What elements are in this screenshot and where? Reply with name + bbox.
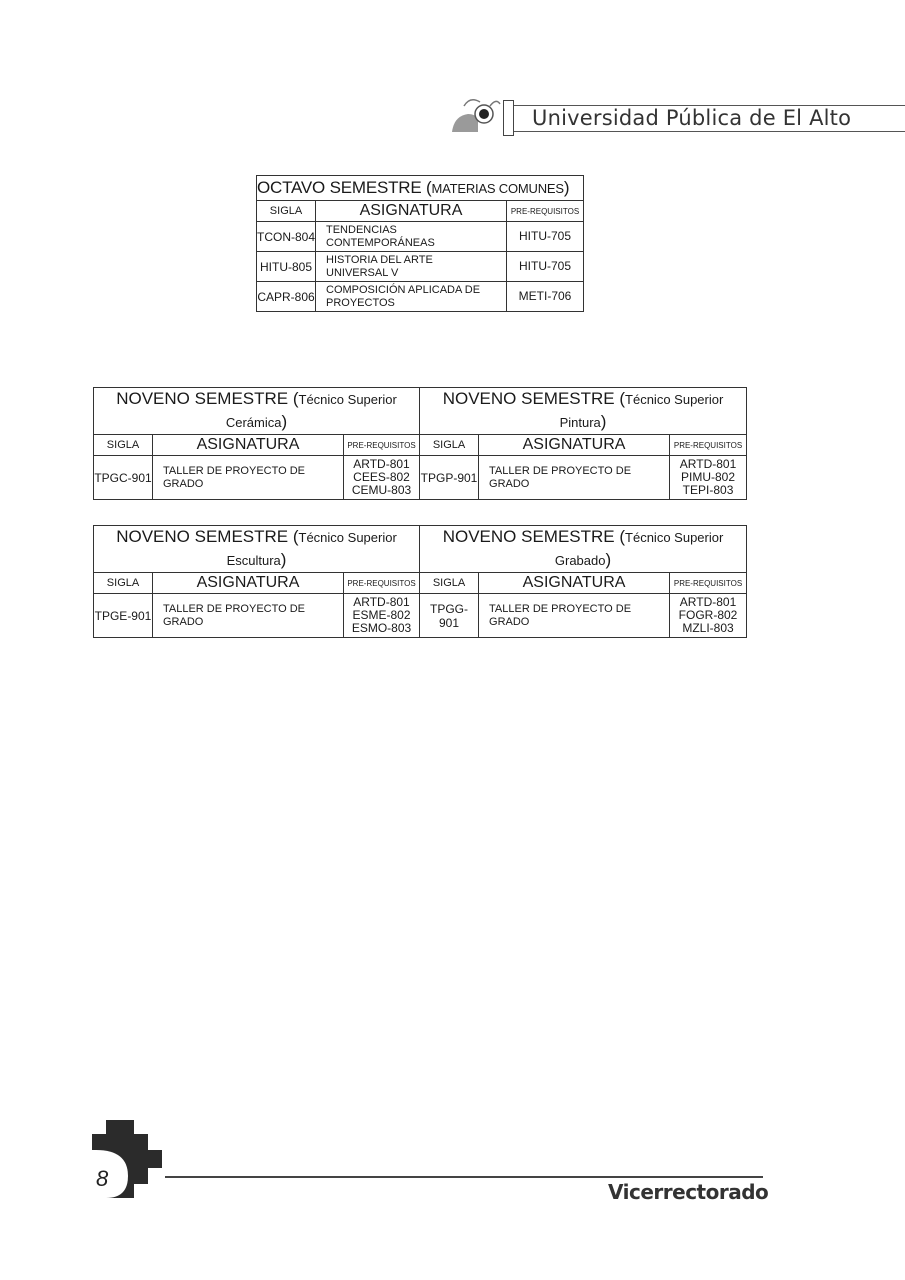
col-asignatura: ASIGNATURA <box>153 435 344 456</box>
octavo-title: OCTAVO SEMESTRE (MATERIAS COMUNES) <box>257 176 584 201</box>
table-row: CAPR-806 COMPOSICIÓN APLICADA DE PROYECTOS METI-706 <box>257 282 584 312</box>
header-rule-bottom <box>512 131 905 132</box>
col-sigla: SIGLA <box>257 201 316 222</box>
noveno-title-escultura: NOVENO SEMESTRE (Técnico Superior Escultura) <box>94 526 420 573</box>
footer-rule <box>165 1176 763 1178</box>
noveno-title-grabado: NOVENO SEMESTRE (Técnico Superior Grabado) <box>420 526 747 573</box>
col-prereq: PRE-REQUISITOS <box>507 201 584 222</box>
col-prereq: PRE-REQUISITOS <box>344 573 420 594</box>
col-prereq: PRE-REQUISITOS <box>344 435 420 456</box>
octavo-table <box>256 175 584 312</box>
table-row: TPGC-901 TALLER DE PROYECTO DE GRADO ARTD-801 CEES-802 CEMU-803 TPGP-901 TALLER DE PROYECTO DE GRADO ARTD-801 PIMU-802 TEPI-803 <box>94 456 747 500</box>
col-prereq: PRE-REQUISITOS <box>670 573 747 594</box>
page-corner-ornament-icon <box>82 1120 164 1200</box>
header-title: Universidad Pública de El Alto <box>532 106 852 130</box>
university-logo-icon <box>450 94 506 134</box>
table-row: TCON-804 TENDENCIAS CONTEMPORÁNEAS HITU-705 <box>257 222 584 252</box>
col-prereq: PRE-REQUISITOS <box>670 435 747 456</box>
page-number: 8 <box>96 1166 109 1191</box>
noveno-title-ceramica: NOVENO SEMESTRE (Técnico Superior Cerámica) <box>94 388 420 435</box>
header-box <box>503 100 514 136</box>
col-sigla: SIGLA <box>94 573 153 594</box>
noveno-table-escultura-grabado <box>93 525 747 638</box>
col-asignatura: ASIGNATURA <box>153 573 344 594</box>
col-asignatura: ASIGNATURA <box>316 201 507 222</box>
col-asignatura: ASIGNATURA <box>479 435 670 456</box>
table-row: HITU-805 HISTORIA DEL ARTE UNIVERSAL V HITU-705 <box>257 252 584 282</box>
col-sigla: SIGLA <box>420 435 479 456</box>
col-asignatura: ASIGNATURA <box>479 573 670 594</box>
col-sigla: SIGLA <box>420 573 479 594</box>
col-sigla: SIGLA <box>94 435 153 456</box>
noveno-title-pintura: NOVENO SEMESTRE (Técnico Superior Pintura) <box>420 388 747 435</box>
table-row: TPGE-901 TALLER DE PROYECTO DE GRADO ARTD-801 ESME-802 ESMO-803 TPGG-901 TALLER DE PROYECTO DE GRADO ARTD-801 FOGR-802 MZLI-803 <box>94 594 747 638</box>
footer-brand: Vicerrectorado <box>608 1180 769 1204</box>
noveno-table-ceramica-pintura <box>93 387 747 500</box>
